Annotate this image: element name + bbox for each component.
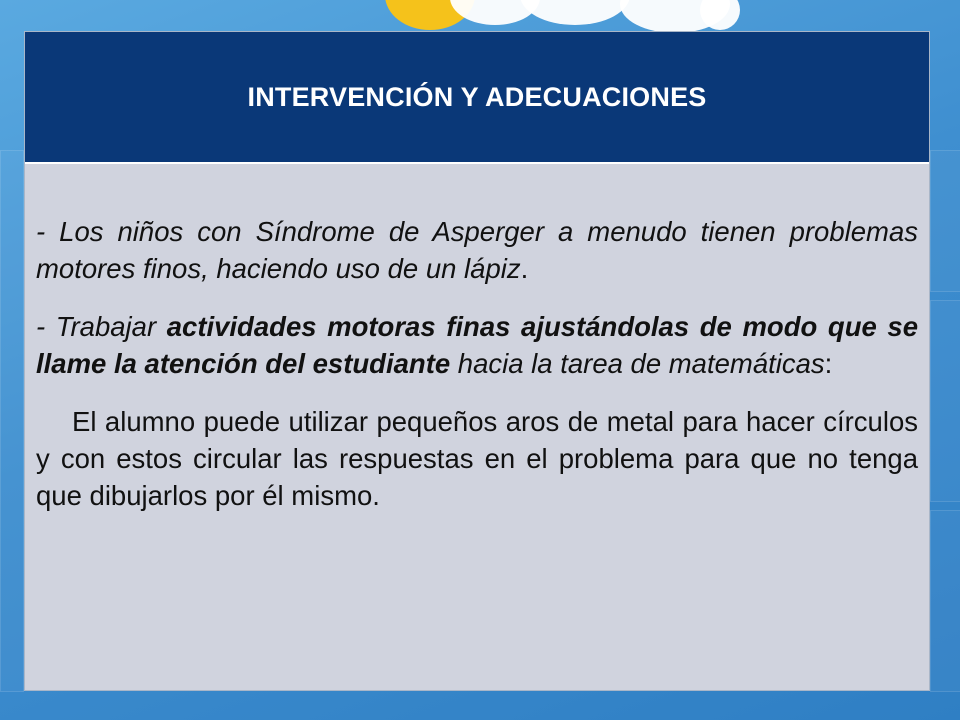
background-tile	[0, 150, 24, 692]
paragraph-1-text: - Los niños con Síndrome de Asperger a menudo tienen problemas motores finos, haciendo uso de un lápiz	[36, 216, 918, 284]
slide-title: INTERVENCIÓN Y ADECUACIONES	[247, 81, 707, 112]
cloud-decoration	[520, 0, 630, 25]
paragraph-1-end: .	[520, 253, 529, 284]
paragraph-2-end: :	[824, 348, 833, 379]
paragraph-3	[36, 403, 918, 514]
paragraph-2	[36, 308, 918, 382]
background-tile	[930, 510, 960, 692]
paragraph-2-prefix: - Trabajar	[36, 311, 167, 342]
paragraph-2-emphasis: actividades motoras finas ajustándolas de modo que se llame la atención del estudiante	[36, 311, 918, 379]
slide-panel	[24, 31, 930, 691]
background-tile	[930, 150, 960, 292]
background-tile	[930, 300, 960, 502]
slide-body	[36, 213, 918, 514]
paragraph-1	[36, 213, 918, 287]
paragraph-2-suffix: hacia la tarea de matemáticas	[450, 348, 825, 379]
paragraph-3-text: El alumno puede utilizar pequeños aros de metal para hacer círculos y con estos circular las respuestas en el problema para que no tenga que dibujarlos por él mismo.	[36, 406, 918, 511]
slide-header	[25, 32, 929, 164]
